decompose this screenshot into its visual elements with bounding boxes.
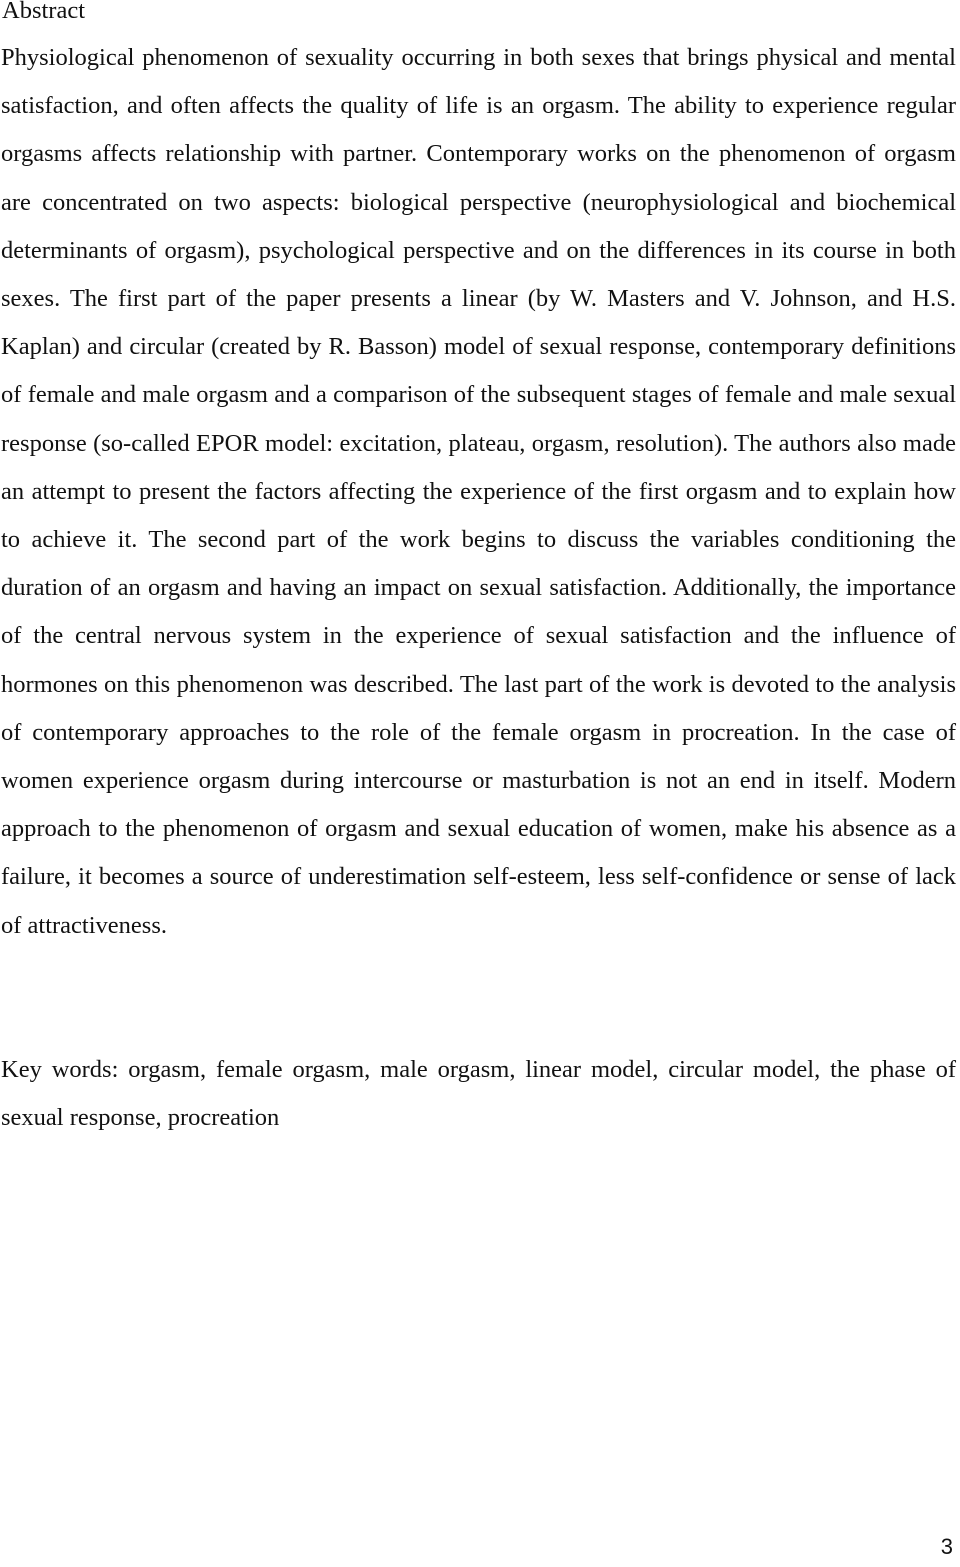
abstract-heading: Abstract <box>2 0 85 24</box>
page-number: 3 <box>940 1534 953 1559</box>
abstract-paragraph: Physiological phenomenon of sexuality occurring in both sexes that brings physical and mental satisfaction, and often affects the quality of life is an orgasm. The ability to experience regular orgasms affects relationship with partner. Contemporary works on the phenomenon of orgasm are concentrated on two aspects: biological perspective (neurophysiological and biochemical determinants of orgasm), psychological perspective and on the differences in its course in both sexes. The first part of the paper presents a linear (by W. Masters and V. Johnson, and H.S. Kaplan) and circular (created by R. Basson) model of sexual response, contemporary definitions of female and male orgasm and a comparison of the subsequent stages of female and male sexual response (so-called EPOR model: excitation, plateau, orgasm, resolution). The authors also made an attempt to present the factors affecting the experience of the first orgasm and to explain how to achieve it. The second part of the work begins to discuss the variables conditioning the duration of an orgasm and having an impact on sexual satisfaction. Additionally, the importance of the central nervous system in the experience of sexual satisfaction and the influence of hormones on this phenomenon was described. The last part of the work is devoted to the analysis of contemporary approaches to the role of the female orgasm in procreation. In the case of women experience orgasm during intercourse or masturbation is not an end in itself. Modern approach to the phenomenon of orgasm and sexual education of women, make his absence as a failure, it becomes a source of underestimation self-esteem, less self-confidence or sense of lack of attractiveness. <box>1 44 956 939</box>
keywords-paragraph: Key words: orgasm, female orgasm, male orgasm, linear model, circular model, the phase of sexual response, procreation <box>1 1056 956 1132</box>
